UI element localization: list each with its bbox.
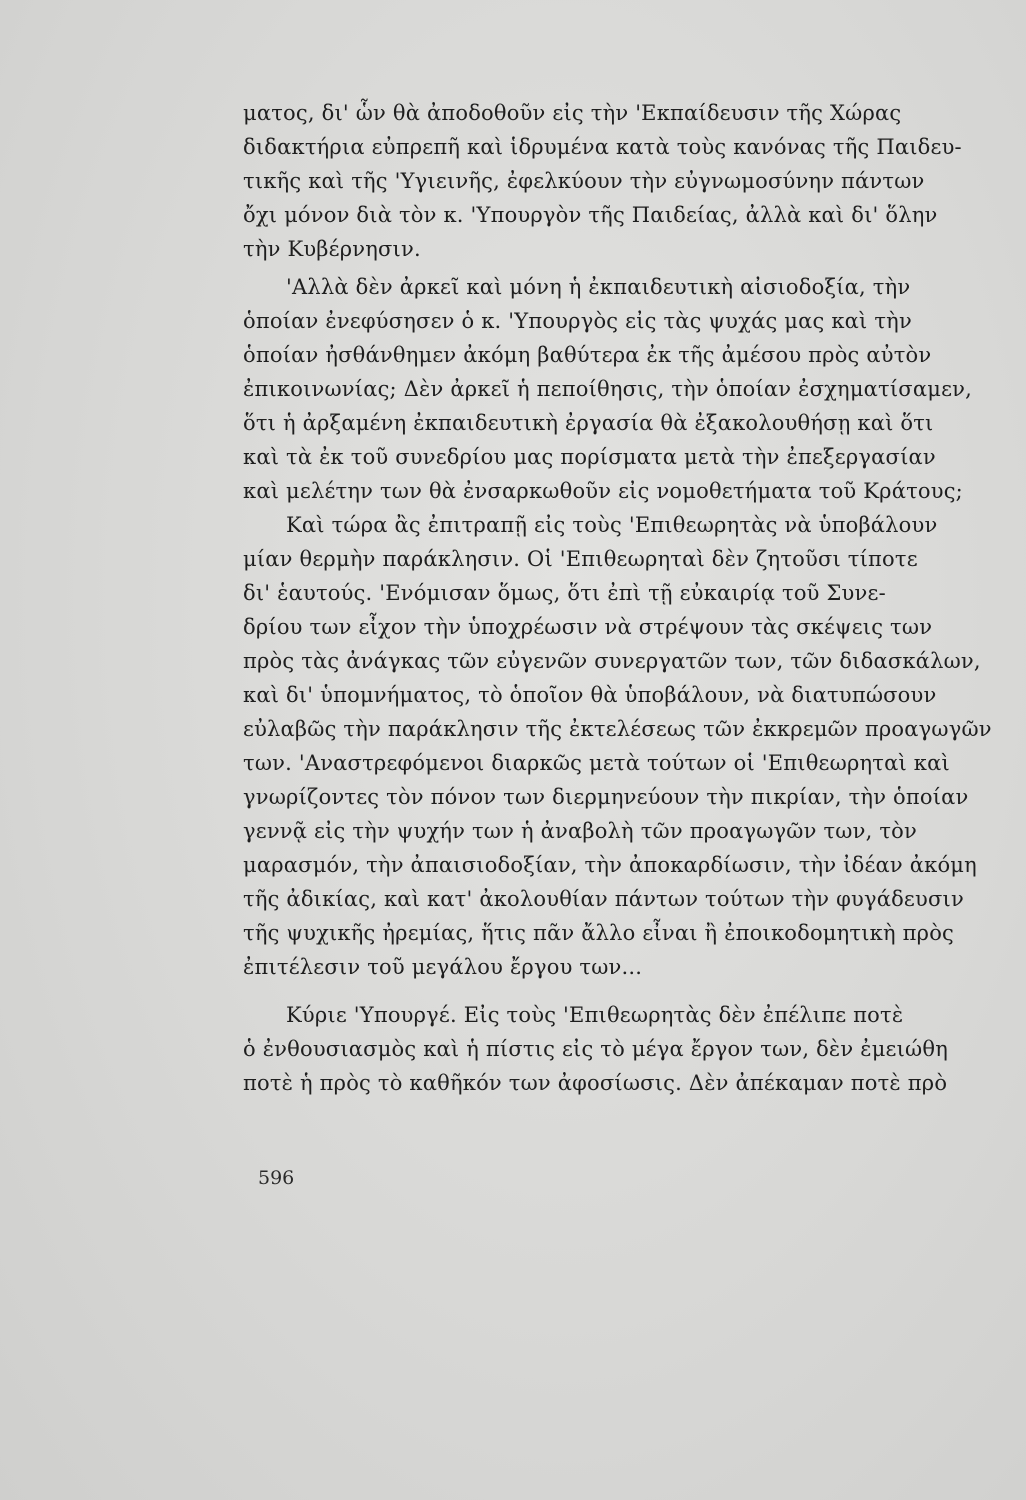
text-line: ὁποίαν ἐνεφύσησεν ὁ κ. 'Υπουργὸς εἰς τὰς ψυχάς μας καὶ τὴν <box>243 309 912 333</box>
page-number: 596 <box>258 1167 295 1189</box>
text-line: ὄχι μόνον διὰ τὸν κ. 'Υπουργὸν τῆς Παιδείας, ἀλλὰ καὶ δι' ὅλην <box>243 203 938 227</box>
text-line: Καὶ τώρα ἂς ἐπιτραπῇ εἰς τοὺς 'Επιθεωρητὰς νὰ ὑποβάλουν <box>286 513 938 537</box>
text-line: καὶ τὰ ἐκ τοῦ συνεδρίου μας πορίσματα μετὰ τὴν ἐπεξεργασίαν <box>243 445 936 469</box>
text-line: ἐπικοινωνίας; Δὲν ἀρκεῖ ἡ πεποίθησις, τὴν ὁποίαν ἐσχηματίσαμεν, <box>243 377 972 401</box>
text-line: ὁποίαν ἠσθάνθημεν ἀκόμη βαθύτερα ἐκ τῆς ἀμέσου πρὸς αὐτὸν <box>243 343 932 367</box>
text-line: γεννᾷ εἰς τὴν ψυχήν των ἡ ἀναβολὴ τῶν προαγωγῶν των, τὸν <box>243 819 917 843</box>
text-line: τὴν Κυβέρνησιν. <box>243 237 421 261</box>
text-line: δι' ἑαυτούς. 'Ενόμισαν ὅμως, ὅτι ἐπὶ τῇ εὐκαιρίᾳ τοῦ Συνε- <box>243 581 886 605</box>
paragraph-4 <box>243 998 963 1100</box>
text-line: τικῆς καὶ τῆς 'Υγιεινῆς, ἐφελκύουν τὴν εὐγνωμοσύνην πάντων <box>243 169 925 193</box>
text-line: 'Αλλὰ δὲν ἀρκεῖ καὶ μόνη ἡ ἐκπαιδευτικὴ αἰσιοδοξία, τὴν <box>286 275 911 299</box>
text-line: ματος, δι' ὧν θὰ ἀποδοθοῦν εἰς τὴν 'Εκπαίδευσιν τῆς Χώρας <box>243 101 902 125</box>
body-text <box>243 96 992 1100</box>
text-line: Κύριε 'Υπουργέ. Εἰς τοὺς 'Επιθεωρητὰς δὲν ἐπέλιπε ποτὲ <box>286 1003 904 1027</box>
text-line: καὶ μελέτην των θὰ ἐνσαρκωθοῦν εἰς νομοθετήματα τοῦ Κράτους; <box>243 479 963 503</box>
text-line: μαρασμόν, τὴν ἀπαισιοδοξίαν, τὴν ἀποκαρδίωσιν, τὴν ἰδέαν ἀκόμη <box>243 853 977 877</box>
text-line: δρίου των εἶχον τὴν ὑποχρέωσιν νὰ στρέψουν τὰς σκέψεις των <box>243 615 933 639</box>
paragraph-1 <box>243 96 963 266</box>
text-line: των. 'Αναστρεφόμενοι διαρκῶς μετὰ τούτων οἱ 'Επιθεωρηταὶ καὶ <box>243 751 950 775</box>
text-line: ὁ ἐνθουσιασμὸς καὶ ἡ πίστις εἰς τὸ μέγα ἔργον των, δὲν ἐμειώθη <box>243 1037 949 1061</box>
text-line: πρὸς τὰς ἀνάγκας τῶν εὐγενῶν συνεργατῶν των, τῶν διδασκάλων, <box>243 649 981 673</box>
paragraph-2 <box>243 270 972 508</box>
paragraph-3 <box>243 508 992 984</box>
text-line: διδακτήρια εὐπρεπῆ καὶ ἱδρυμένα κατὰ τοὺς κανόνας τῆς Παιδευ- <box>243 135 962 159</box>
text-line: καὶ δι' ὑπομνήματος, τὸ ὁποῖον θὰ ὑποβάλουν, νὰ διατυπώσουν <box>243 683 937 707</box>
text-line: ποτὲ ἡ πρὸς τὸ καθῆκόν των ἀφοσίωσις. Δὲν ἀπέκαμαν ποτὲ πρὸ <box>243 1071 948 1095</box>
text-line: ἐπιτέλεσιν τοῦ μεγάλου ἔργου των... <box>243 955 643 979</box>
text-line: τῆς ἀδικίας, καὶ κατ' ἀκολουθίαν πάντων τούτων τὴν φυγάδευσιν <box>243 887 964 911</box>
text-line: ὅτι ἡ ἀρξαμένη ἐκπαιδευτικὴ ἐργασία θὰ ἐξακολουθήσῃ καὶ ὅτι <box>243 411 934 435</box>
text-line: μίαν θερμὴν παράκλησιν. Οἱ 'Επιθεωρηταὶ δὲν ζητοῦσι τίποτε <box>243 547 918 571</box>
text-line: τῆς ψυχικῆς ἠρεμίας, ἥτις πᾶν ἄλλο εἶναι ἢ ἐποικοδομητικὴ πρὸς <box>243 921 955 945</box>
text-line: γνωρίζοντες τὸν πόνον των διερμηνεύουν τὴν πικρίαν, τὴν ὁποίαν <box>243 785 969 809</box>
text-line: εὐλαβῶς τὴν παράκλησιν τῆς ἐκτελέσεως τῶν ἐκκρεμῶν προαγωγῶν <box>243 717 992 741</box>
